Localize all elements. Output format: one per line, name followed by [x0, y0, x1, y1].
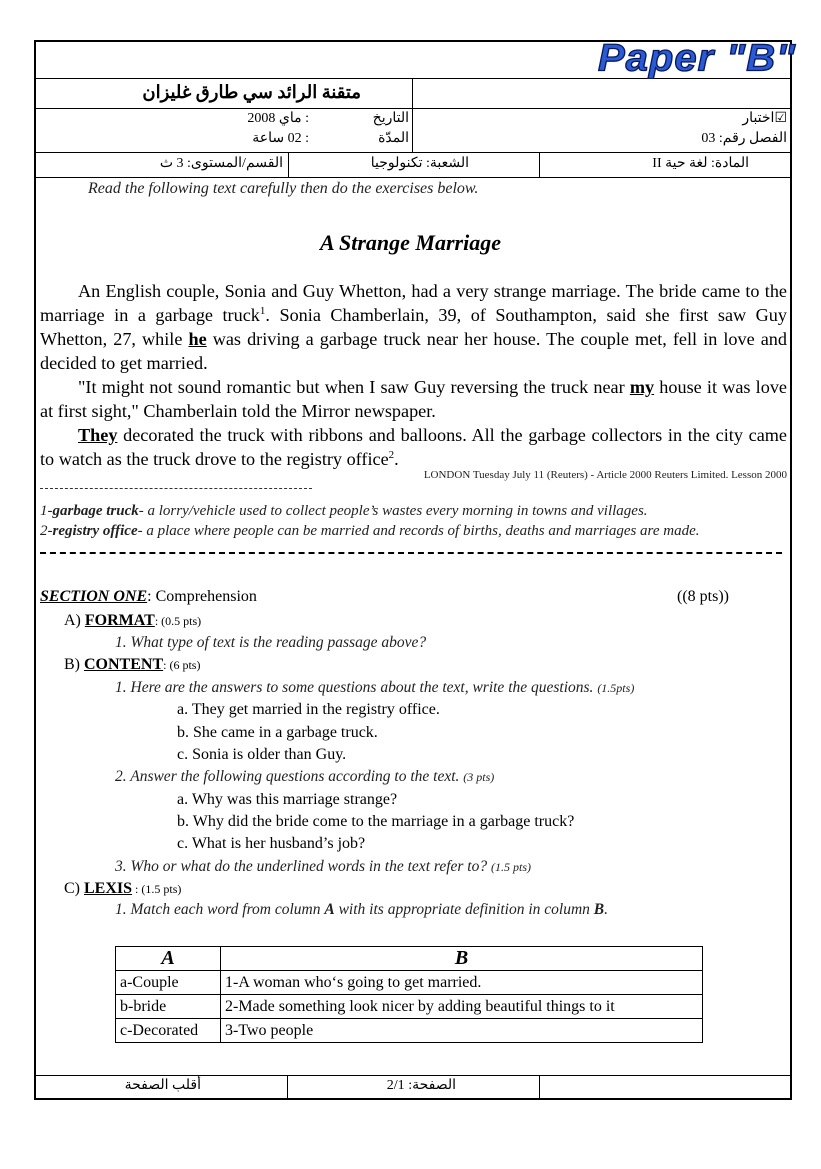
section-separator — [40, 552, 782, 554]
exam-type: ☑اختبار — [742, 111, 787, 126]
paragraph-2: "It might not sound romantic but when I saw Guy reversing the truck near my house it was love at first sight," Chamberlain told the Mirror newspaper. — [40, 377, 787, 421]
table-row — [116, 995, 703, 1019]
lexis-heading: C) LEXIS : (1.5 pts) — [64, 880, 182, 897]
word-cell: c-Decorated — [116, 1019, 221, 1043]
format-question-1: 1. What type of text is the reading passage above? — [115, 634, 427, 651]
footnote-separator — [40, 488, 312, 489]
answer-item: b. She came in a garbage truck. — [177, 724, 378, 741]
header-rule — [34, 177, 792, 178]
question-item: a. Why was this marriage strange? — [177, 791, 398, 808]
duration-value: : 02 ساعة — [252, 131, 309, 146]
table-row — [116, 1019, 703, 1043]
header-divider — [412, 78, 413, 152]
question-item: c. What is her husband’s job? — [177, 835, 366, 852]
instruction: Read the following text carefully then do the exercises below. — [88, 180, 479, 197]
content-question-1: 1. Here are the answers to some questions about the text, write the questions. (1.5pts) — [115, 679, 635, 696]
matching-table — [115, 946, 703, 1043]
page-number: الصفحة: 2/1 — [386, 1078, 456, 1093]
lexis-question-1: 1. Match each word from column A with its appropriate definition in column B. — [115, 901, 608, 918]
definition-cell: 2-Made something look nicer by adding beautiful things to it — [221, 995, 703, 1019]
word-cell: a-Couple — [116, 971, 221, 995]
paragraph-1: An English couple, Sonia and Guy Whetton, had a very strange marriage. The bride came to the marriage in a garbage truck$^1$. Sonia Chamberlain, 39, of Southampton, said she first saw Guy Whetton, 27, while he was driving a garbage truck near her house. The couple met, fell in love and decided to get married. — [40, 281, 787, 373]
table-header-row — [116, 947, 703, 971]
section-points: ((8 pts)) — [677, 588, 729, 605]
source-credit: LONDON Tuesday July 11 (Reuters) - Article 2000 Reuters Limited. Lesson 2000 — [423, 469, 787, 481]
definition-cell: 3-Two people — [221, 1019, 703, 1043]
word-cell: b-bride — [116, 995, 221, 1019]
footer-divider — [287, 1075, 288, 1100]
text-title: A Strange Marriage — [320, 230, 501, 255]
school-name: متقنة الرائد سي طارق غليزان — [142, 82, 361, 102]
content-question-2: 2. Answer the following questions according to the text. (3 pts) — [115, 768, 495, 785]
column-b-header: B — [221, 947, 703, 971]
header-divider — [288, 152, 289, 177]
footnote-2: 2-registry office- a place where people can be married and records of births, deaths and marriages are made. — [40, 523, 700, 539]
table-row — [116, 971, 703, 995]
header-rule — [34, 108, 792, 109]
section-one-heading: SECTION ONE: Comprehension — [40, 588, 257, 605]
reading-passage — [40, 279, 787, 471]
footer-rule — [34, 1075, 792, 1076]
footnote-1: 1-garbage truck- a lorry/vehicle used to collect people’s wastes every morning in towns and villages. — [40, 503, 648, 519]
header-rule — [34, 152, 792, 153]
content-heading: B) CONTENT: (6 pts) — [64, 656, 201, 673]
date-label: التاريخ — [372, 111, 409, 126]
underlined-word-my: my — [629, 377, 655, 397]
definition-cell: 1-A woman who‘s going to get married. — [221, 971, 703, 995]
subject: المادة: لغة حية II — [652, 156, 749, 171]
stream: الشعبة: تكنولوجيا — [370, 156, 469, 171]
footer-divider — [539, 1075, 540, 1100]
column-a-header: A — [116, 947, 221, 971]
answer-item: c. Sonia is older than Guy. — [177, 746, 347, 763]
underlined-word-they: They — [78, 425, 118, 445]
underlined-word-he: he — [188, 329, 207, 349]
paper-label: Paper "B" — [598, 37, 797, 79]
class-level: القسم/المستوى: 3 ث — [159, 156, 283, 171]
question-item: b. Why did the bride come to the marriage in a garbage truck? — [177, 813, 575, 830]
paragraph-3: They decorated the truck with ribbons and balloons. All the garbage collectors in the city came to watch as the truck drove to the registry office$^2$. — [40, 425, 787, 469]
duration-label: المدّة — [378, 131, 409, 146]
page-frame — [34, 40, 792, 1100]
header-divider — [539, 152, 540, 177]
turn-page-note: أقلب الصفحة — [124, 1078, 201, 1093]
term-number: الفصل رقم: 03 — [701, 131, 787, 146]
content-question-3: 3. Who or what do the underlined words in the text refer to? (1.5 pts) — [115, 858, 531, 875]
format-heading: A) FORMAT: (0.5 pts) — [64, 612, 202, 629]
date-value: : ماي 2008 — [247, 111, 309, 126]
answer-item: a. They get married in the registry office. — [177, 701, 440, 718]
